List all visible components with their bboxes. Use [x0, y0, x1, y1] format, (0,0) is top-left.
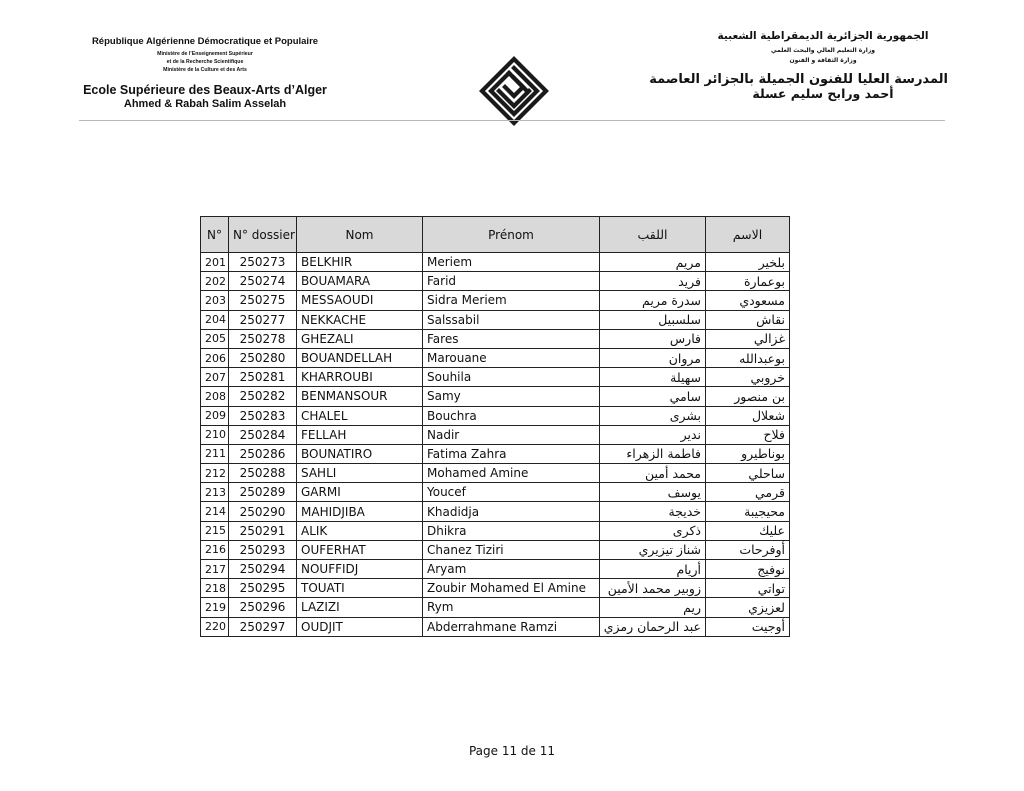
first-name-ar: ذكرى [600, 521, 706, 540]
dossier-number: 250288 [229, 464, 297, 483]
last-name: BENMANSOUR [297, 387, 423, 406]
school-name-fr: Ecole Supérieure des Beaux-Arts d’Alger [83, 83, 327, 97]
last-name: TOUATI [297, 579, 423, 598]
first-name-ar: سدرة مريم [600, 291, 706, 310]
last-name: SAHLI [297, 464, 423, 483]
row-number: 207 [201, 368, 229, 387]
header-nom: Nom [297, 217, 423, 253]
table-row [201, 310, 790, 329]
table-row [201, 425, 790, 444]
last-name-ar: خروبي [706, 368, 790, 387]
header-left [80, 36, 330, 110]
last-name: BOUNATIRO [297, 444, 423, 463]
first-name: Abderrahmane Ramzi [423, 617, 600, 636]
row-number: 211 [201, 444, 229, 463]
first-name: Sidra Meriem [423, 291, 600, 310]
table-row [201, 598, 790, 617]
dossier-number: 250291 [229, 521, 297, 540]
row-number: 210 [201, 425, 229, 444]
last-name-ar: محيجيبة [706, 502, 790, 521]
dossier-number: 250286 [229, 444, 297, 463]
first-name-ar: محمد أمين [600, 464, 706, 483]
school-patrons-ar: أحمد ورابح سليم عسلة [752, 86, 894, 101]
first-name: Marouane [423, 348, 600, 367]
row-number: 215 [201, 521, 229, 540]
dossier-number: 250282 [229, 387, 297, 406]
table-row [201, 348, 790, 367]
last-name-ar: بلخير [706, 253, 790, 272]
last-name-ar: مسعودي [706, 291, 790, 310]
first-name-ar: بشرى [600, 406, 706, 425]
table-row [201, 387, 790, 406]
dossier-number: 250293 [229, 540, 297, 559]
row-number: 216 [201, 540, 229, 559]
first-name-ar: فارس [600, 329, 706, 348]
first-name-ar: سلسبيل [600, 310, 706, 329]
table-row [201, 617, 790, 636]
last-name-ar: بوعبدالله [706, 348, 790, 367]
table-row [201, 464, 790, 483]
header-ism: الاسم [706, 217, 790, 253]
row-number: 217 [201, 560, 229, 579]
first-name-ar: سهيلة [600, 368, 706, 387]
row-number: 220 [201, 617, 229, 636]
first-name-ar: خديجة [600, 502, 706, 521]
last-name: BOUAMARA [297, 272, 423, 291]
table-row [201, 502, 790, 521]
first-name: Farid [423, 272, 600, 291]
dossier-number: 250278 [229, 329, 297, 348]
first-name-ar: زوبير محمد الأمين [600, 579, 706, 598]
row-number: 213 [201, 483, 229, 502]
dossier-number: 250289 [229, 483, 297, 502]
last-name: OUDJIT [297, 617, 423, 636]
header-dossier: N° dossier [229, 217, 297, 253]
last-name: ALIK [297, 521, 423, 540]
last-name-ar: بوعمارة [706, 272, 790, 291]
ministry-line-1: Ministère de l’Enseignement Supérieur [157, 51, 253, 57]
first-name: Aryam [423, 560, 600, 579]
last-name-ar: قرمي [706, 483, 790, 502]
first-name: Mohamed Amine [423, 464, 600, 483]
last-name-ar: فلاح [706, 425, 790, 444]
first-name: Souhila [423, 368, 600, 387]
first-name: Youcef [423, 483, 600, 502]
last-name-ar: بوناطيرو [706, 444, 790, 463]
ministry-line-3: Ministère de la Culture et des Arts [163, 67, 247, 73]
row-number: 204 [201, 310, 229, 329]
last-name-ar: لعزيزي [706, 598, 790, 617]
table-row [201, 272, 790, 291]
row-number: 201 [201, 253, 229, 272]
row-number: 206 [201, 348, 229, 367]
table-row [201, 540, 790, 559]
last-name-ar: عليك [706, 521, 790, 540]
school-name-ar: المدرسة العليا للفنون الجميلة بالجزائر العاصمة [649, 72, 948, 87]
dossier-number: 250281 [229, 368, 297, 387]
first-name: Khadidja [423, 502, 600, 521]
dossier-number: 250284 [229, 425, 297, 444]
last-name: FELLAH [297, 425, 423, 444]
first-name-ar: فاطمة الزهراء [600, 444, 706, 463]
dossier-number: 250290 [229, 502, 297, 521]
table-header-row [201, 217, 790, 253]
school-patrons-fr: Ahmed & Rabah Salim Asselah [123, 98, 287, 110]
first-name-ar: سامي [600, 387, 706, 406]
first-name: Meriem [423, 253, 600, 272]
dossier-number: 250296 [229, 598, 297, 617]
page-number: Page 11 de 11 [468, 744, 556, 758]
last-name-ar: بن منصور [706, 387, 790, 406]
candidates-table [200, 216, 790, 637]
first-name: Zoubir Mohamed El Amine [423, 579, 600, 598]
row-number: 202 [201, 272, 229, 291]
table-row [201, 560, 790, 579]
header-divider [79, 120, 945, 121]
last-name: MESSAOUDI [297, 291, 423, 310]
first-name: Nadir [423, 425, 600, 444]
dossier-number: 250280 [229, 348, 297, 367]
first-name: Fares [423, 329, 600, 348]
last-name-ar: أوجيت [706, 617, 790, 636]
header-right [649, 30, 948, 101]
row-number: 209 [201, 406, 229, 425]
row-number: 205 [201, 329, 229, 348]
dossier-number: 250274 [229, 272, 297, 291]
table-row [201, 579, 790, 598]
first-name: Dhikra [423, 521, 600, 540]
dossier-number: 250277 [229, 310, 297, 329]
first-name: Samy [423, 387, 600, 406]
table-row [201, 329, 790, 348]
ministry-line-1-ar: وزارة التعليم العالي والبحث العلمي [770, 47, 875, 54]
first-name-ar: شناز تيزيري [600, 540, 706, 559]
row-number: 218 [201, 579, 229, 598]
first-name-ar: ريم [600, 598, 706, 617]
table-row [201, 406, 790, 425]
dossier-number: 250295 [229, 579, 297, 598]
dossier-number: 250275 [229, 291, 297, 310]
republic-title-fr: République Algérienne Démocratique et Populaire [91, 36, 319, 47]
dossier-number: 250273 [229, 253, 297, 272]
table-row [201, 483, 790, 502]
dossier-number: 250297 [229, 617, 297, 636]
last-name-ar: تواتي [706, 579, 790, 598]
last-name-ar: أوفرحات [706, 540, 790, 559]
last-name: BELKHIR [297, 253, 423, 272]
last-name-ar: غزالي [706, 329, 790, 348]
last-name: NEKKACHE [297, 310, 423, 329]
last-name: BOUANDELLAH [297, 348, 423, 367]
first-name: Rym [423, 598, 600, 617]
dossier-number: 250283 [229, 406, 297, 425]
first-name: Fatima Zahra [423, 444, 600, 463]
first-name-ar: يوسف [600, 483, 706, 502]
republic-title-ar: الجمهورية الجزائرية الديمقراطية الشعبية [717, 30, 929, 42]
last-name: OUFERHAT [297, 540, 423, 559]
ministry-line-2: et de la Recherche Scientifique [166, 59, 244, 65]
last-name: KHARROUBI [297, 368, 423, 387]
last-name: GARMI [297, 483, 423, 502]
header-prenom: Prénom [423, 217, 600, 253]
dossier-number: 250294 [229, 560, 297, 579]
last-name: LAZIZI [297, 598, 423, 617]
table-row [201, 521, 790, 540]
first-name-ar: عبد الرحمان رمزي [600, 617, 706, 636]
last-name-ar: شعلال [706, 406, 790, 425]
table-row [201, 444, 790, 463]
kufic-logo-icon [479, 56, 549, 126]
ministry-line-2-ar: وزارة الثقافة و الفنون [789, 57, 857, 64]
first-name-ar: ندير [600, 425, 706, 444]
last-name-ar: نقاش [706, 310, 790, 329]
row-number: 214 [201, 502, 229, 521]
first-name-ar: أريام [600, 560, 706, 579]
last-name: CHALEL [297, 406, 423, 425]
first-name: Salssabil [423, 310, 600, 329]
last-name: MAHIDJIBA [297, 502, 423, 521]
header-laqab: اللقب [600, 217, 706, 253]
first-name-ar: فريد [600, 272, 706, 291]
first-name: Chanez Tiziri [423, 540, 600, 559]
last-name: GHEZALI [297, 329, 423, 348]
header-number: N° [201, 217, 229, 253]
row-number: 212 [201, 464, 229, 483]
first-name-ar: مريم [600, 253, 706, 272]
table-row [201, 253, 790, 272]
row-number: 203 [201, 291, 229, 310]
last-name-ar: ساحلي [706, 464, 790, 483]
first-name: Bouchra [423, 406, 600, 425]
row-number: 219 [201, 598, 229, 617]
last-name: NOUFFIDJ [297, 560, 423, 579]
first-name-ar: مروان [600, 348, 706, 367]
last-name-ar: نوفيج [706, 560, 790, 579]
table-row [201, 291, 790, 310]
table-row [201, 368, 790, 387]
row-number: 208 [201, 387, 229, 406]
